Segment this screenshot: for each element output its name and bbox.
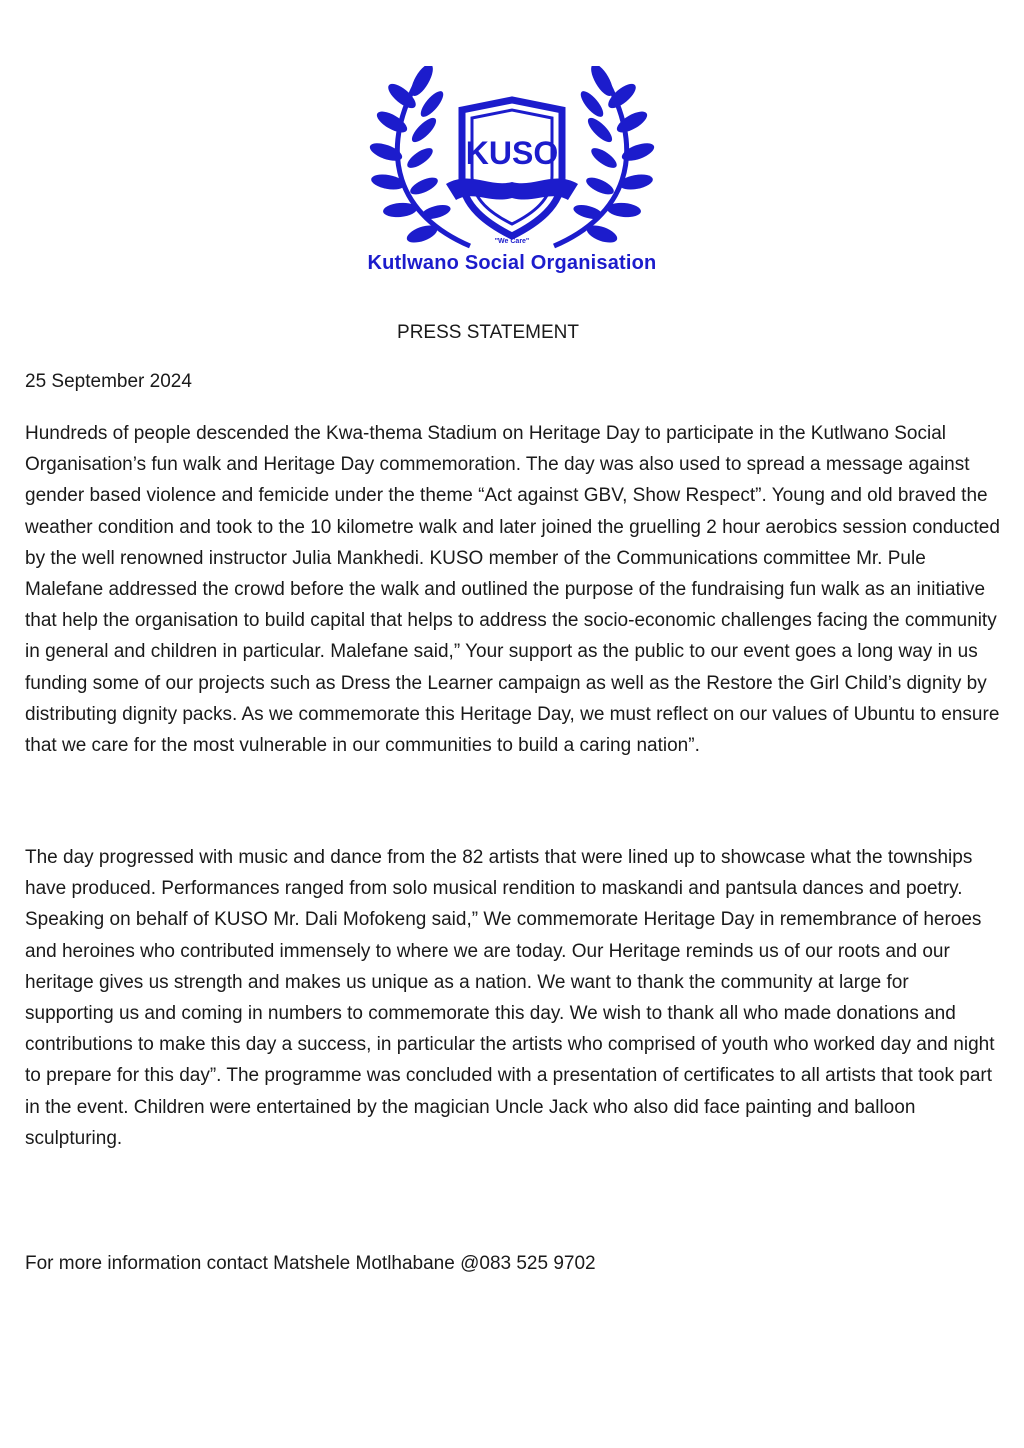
laurel-shield-emblem	[350, 66, 674, 256]
body-paragraph-1: Hundreds of people descended the Kwa-thema Stadium on Heritage Day to participate in the Kutlwano Social Organisation’s fun walk and Heritage Day commemoration. The day was also used to spread a message against gender based violence and femicide under the theme “Act against GBV, Show Respect”. Young and old braved the weather condition and took to the 10 kilometre walk and later joined the gruelling 2 hour aerobics session conducted by the well renowned instructor Julia Mankhedi. KUSO member of the Communications committee Mr. Pule Malefane addressed the crowd before the walk and outlined the purpose of the fundraising fun walk as an initiative that help the organisation to build capital that helps to address the socio-economic challenges facing the community in general and children in particular. Malefane said,” Your support as the public to our event goes a long way in us funding some of our projects such as Dress the Learner campaign as well as the Restore the Girl Child’s dignity by distributing dignity packs. As we commemorate this Heritage Day, we must reflect on our values of Ubuntu to ensure that we care for the most vulnerable in our communities to build a caring nation”.	[25, 423, 1000, 757]
statement-date: 25 September 2024	[25, 371, 192, 392]
contact-line: For more information contact Matshele Motlhabane @083 525 9702	[25, 1253, 596, 1274]
logo-motto: "We Care"	[494, 238, 530, 245]
press-statement-title: PRESS STATEMENT	[397, 322, 579, 343]
organisation-name: Kutlwano Social Organisation	[367, 252, 657, 274]
badge-text: KUSO	[465, 135, 559, 171]
body-paragraph-2: The day progressed with music and dance from the 82 artists that were lined up to showcase what the townships have produced. Performances ranged from solo musical rendition to maskandi and pantsula dances and poetry. Speaking on behalf of KUSO Mr. Dali Mofokeng said,” We commemorate Heritage Day in remembrance of heroes and heroines who contributed immensely to where we are today. Our Heritage reminds us of our roots and our heritage gives us strength and makes us unique as a nation. We want to thank the community at large for supporting us and coming in numbers to commemorate this day. We wish to thank all who made donations and contributions to make this day a success, in particular the artists who comprised of youth who worked day and night to prepare for this day”. The programme was concluded with a presentation of certificates to all artists that took part in the event. Children were entertained by the magician Uncle Jack who also did face painting and balloon sculpturing.	[25, 847, 995, 1149]
